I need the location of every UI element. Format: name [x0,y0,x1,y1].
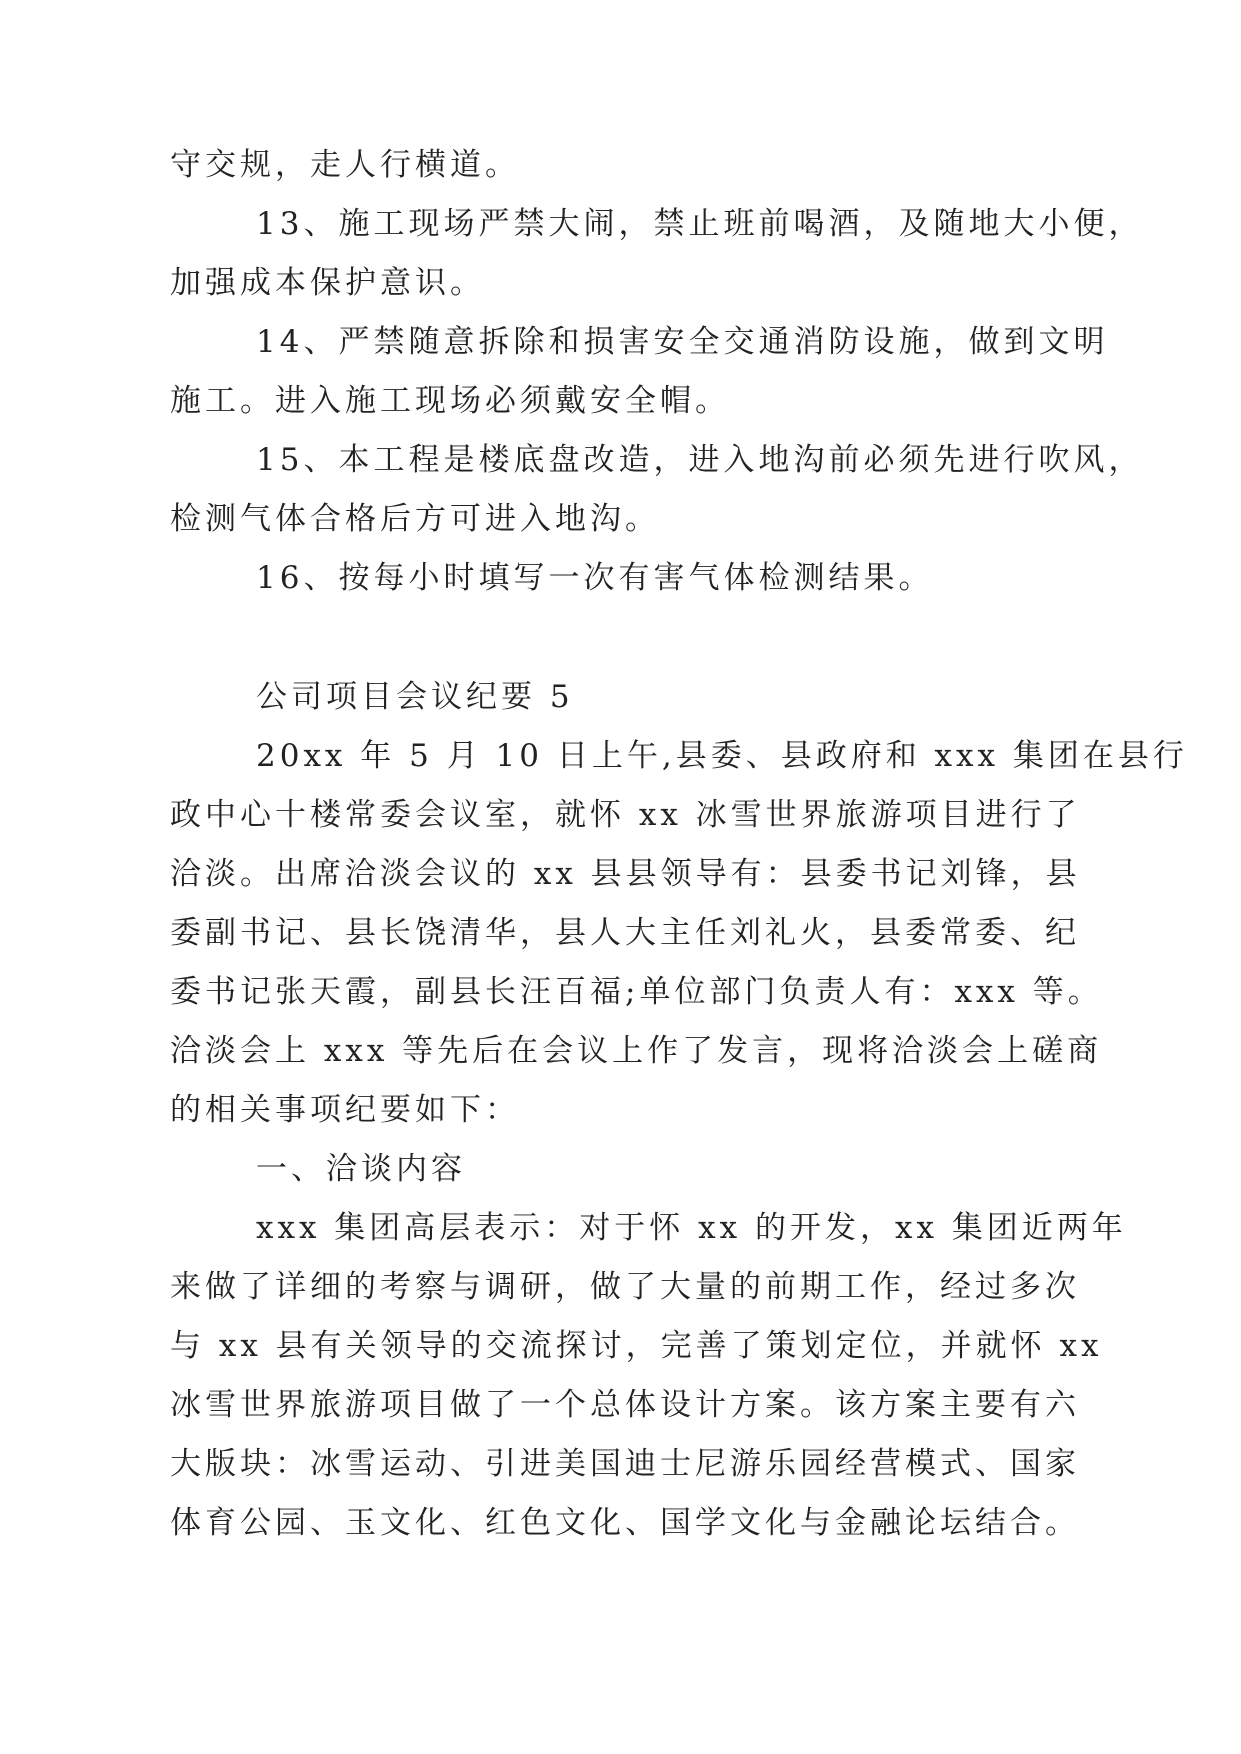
text-line: 洽淡会上 xxx 等先后在会议上作了发言，现将洽淡会上磋商 [170,1033,1103,1069]
text-line: 15、本工程是楼底盘改造，进入地沟前必须先进行吹风， [256,442,1144,478]
section-heading: 公司项目会议纪要 5 [256,679,574,715]
text-line: 14、严禁随意拆除和损害安全交通消防设施，做到文明 [256,324,1109,360]
text-line: 与 xx 县有关领导的交流探讨，完善了策划定位，并就怀 xx [170,1328,1103,1364]
text-line: 冰雪世界旅游项目做了一个总体设计方案。该方案主要有六 [170,1387,1080,1423]
text-line: 施工。进入施工现场必须戴安全帽。 [170,383,730,419]
text-line: 20xx 年 5 月 10 日上午,县委、县政府和 xxx 集团在县行 [256,738,1188,774]
text-line: xxx 集团高层表示：对于怀 xx 的开发，xx 集团近两年 [256,1210,1127,1246]
subsection-heading: 一、洽谈内容 [256,1151,466,1187]
text-line: 洽淡。出席洽淡会议的 xx 县县领导有：县委书记刘锋，县 [170,856,1081,892]
text-line: 的相关事项纪要如下： [170,1092,520,1128]
text-line: 委书记张天霞，副县长汪百福;单位部门负责人有：xxx 等。 [170,974,1103,1010]
text-line: 加强成本保护意识。 [170,265,485,301]
text-line: 16、按每小时填写一次有害气体检测结果。 [256,560,934,596]
text-line: 大版块：冰雪运动、引进美国迪士尼游乐园经营模式、国家 [170,1446,1080,1482]
text-line: 13、施工现场严禁大闹，禁止班前喝酒，及随地大小便， [256,206,1144,242]
text-line: 政中心十楼常委会议室，就怀 xx 冰雪世界旅游项目进行了 [170,797,1081,833]
text-line: 委副书记、县长饶清华，县人大主任刘礼火，县委常委、纪 [170,915,1080,951]
text-line: 来做了详细的考察与调研，做了大量的前期工作，经过多次 [170,1269,1080,1305]
text-line: 检测气体合格后方可进入地沟。 [170,501,660,537]
text-line: 守交规，走人行横道。 [170,147,520,183]
text-line: 体育公园、玉文化、红色文化、国学文化与金融论坛结合。 [170,1505,1080,1541]
